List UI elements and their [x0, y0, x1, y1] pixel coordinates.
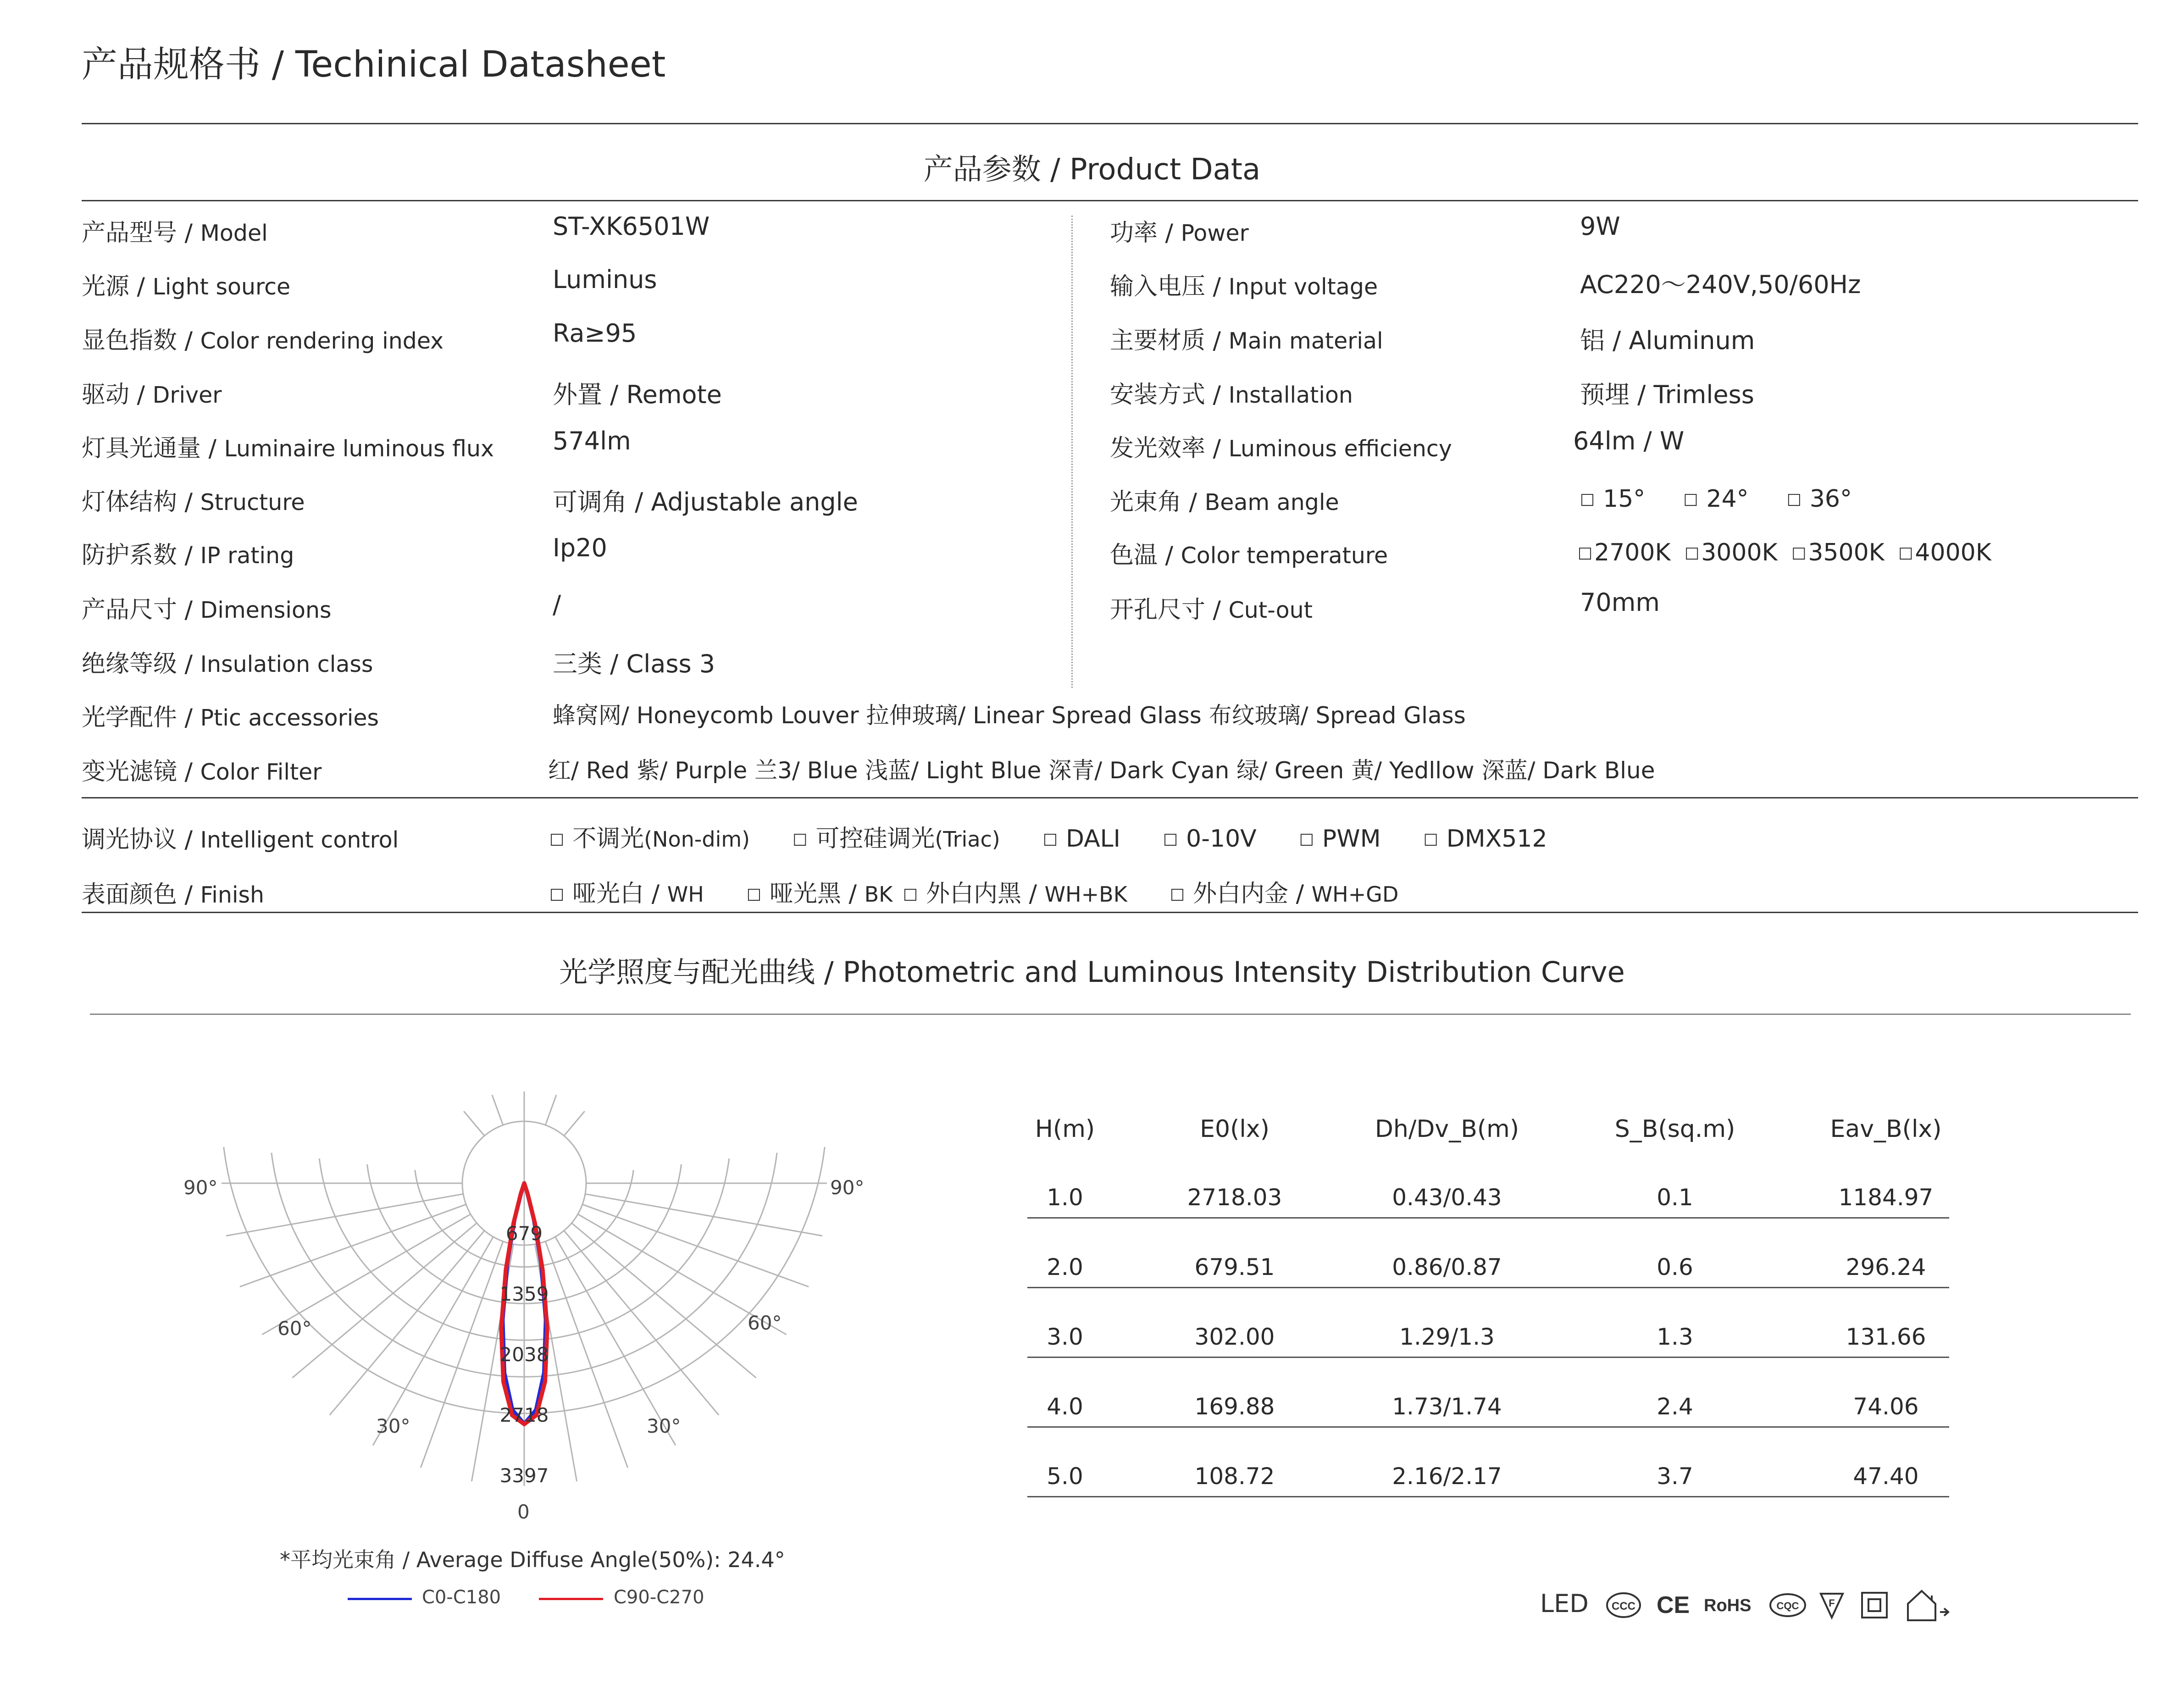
spec-value-left: 三类 / Class 3 [553, 649, 715, 678]
control-opt-pwm[interactable]: □ PWM [1299, 825, 1381, 853]
table-cell: 1.3 [1657, 1324, 1693, 1350]
scale-label-3397: 3397 [499, 1464, 549, 1487]
spec-label-cn: 光束角 / [1110, 488, 1205, 516]
control-label [82, 820, 399, 854]
table-cell: 296.24 [1846, 1254, 1926, 1280]
spec-label-left [82, 429, 494, 463]
angle-label-left-60: 60° [277, 1317, 312, 1340]
spec-label-right [1110, 429, 1452, 463]
spec-label-en: Structure [200, 489, 305, 515]
angle-label-right-90: 90° [830, 1176, 865, 1199]
table-cell: 0.86/0.87 [1392, 1254, 1502, 1280]
spec-value-right: 64lm / W [1573, 427, 1685, 455]
table-row-line [1027, 1426, 1949, 1428]
table-cell: 2.4 [1657, 1393, 1693, 1420]
spec-label-left [82, 644, 373, 679]
table-cell: 0.43/0.43 [1392, 1184, 1502, 1211]
table-cell: 2.16/2.17 [1392, 1463, 1502, 1490]
table-header-s: S_B(sq.m) [1614, 1115, 1735, 1143]
spec-label-right [1110, 375, 1353, 410]
spec-label-en: Model [200, 220, 268, 246]
spec-label-right [1110, 321, 1383, 355]
scale-label-2038: 2038 [499, 1343, 549, 1366]
polar-spoke-top [545, 1095, 556, 1125]
spec-label-en: Light source [152, 274, 291, 300]
cqc-icon [1770, 1594, 1805, 1616]
table-cell: 1.73/1.74 [1392, 1393, 1502, 1420]
spec-label-right [1110, 482, 1339, 517]
spec-label-en: Color Filter [200, 759, 322, 785]
cct-2700[interactable]: 2700K [1594, 539, 1671, 566]
finish-opt-wh[interactable]: □ 哑光白 / WH [549, 880, 704, 908]
spec-value-right: 预埋 / Trimless [1580, 380, 1754, 409]
beam-angle-15[interactable]: 15° [1603, 485, 1646, 513]
spec-label-cn: 光学配件 / [82, 704, 200, 731]
spec-value-right: 9W [1580, 212, 1620, 241]
spec-label-cn: 产品型号 / [82, 219, 200, 247]
angle-label-left-90: 90° [183, 1176, 218, 1199]
table-cell: 3.7 [1657, 1463, 1693, 1490]
spec-value-left: 红/ Red 紫/ Purple 兰3/ Blue 浅蓝/ Light Blue 深青/ Dark Cyan 绿/ Green 黄/ Yedllow 深蓝/ Dark Blue [548, 757, 1655, 784]
control-options [549, 819, 1547, 853]
spec-label-en: Color rendering index [200, 328, 444, 354]
divider [82, 123, 2138, 124]
product-data-title: 产品参数 / Product Data [923, 153, 1261, 187]
svg-text:F: F [1829, 1597, 1835, 1609]
spec-label-en: Driver [152, 382, 222, 408]
polar-spoke-top [492, 1095, 503, 1125]
spec-label-left [82, 321, 443, 355]
certification-icons [1605, 1585, 1954, 1626]
polar-spoke [585, 1194, 822, 1236]
spec-label-left [82, 536, 294, 570]
cct-4000[interactable]: 4000K [1915, 539, 1991, 566]
spec-value-left: Luminus [553, 265, 657, 294]
finish-opt-wh-bk[interactable]: □ 外白内黑 / WH+BK [903, 880, 1127, 908]
spec-label-en: Input voltage [1228, 274, 1378, 300]
spec-value-right: 铝 / Aluminum [1580, 326, 1755, 355]
spec-value-left: 可调角 / Adjustable angle [553, 488, 858, 516]
spec-label-right [1110, 536, 1388, 570]
control-opt-triac[interactable]: □ 可控硅调光(Triac) [793, 825, 1000, 853]
control-label-cn: 调光协议 / [82, 826, 200, 853]
scale-label-2718: 2718 [499, 1404, 549, 1426]
cct-3000[interactable]: 3000K [1701, 539, 1778, 566]
table-row-line [1027, 1496, 1949, 1497]
table-row-line [1027, 1287, 1949, 1288]
f-mark-icon [1821, 1594, 1843, 1618]
spec-label-cn: 输入电压 / [1110, 273, 1229, 300]
led-mark: LED [1540, 1589, 1589, 1618]
spec-label-cn: 驱动 / [82, 381, 153, 409]
table-cell: 131.66 [1846, 1324, 1926, 1350]
spec-value-left: 蜂窝网/ Honeycomb Louver 拉伸玻璃/ Linear Spread Glass 布纹玻璃/ Spread Glass [553, 702, 1466, 729]
legend-line-c90 [539, 1598, 603, 1600]
spec-label-cn: 灯具光通量 / [82, 435, 224, 462]
table-cell: 1184.97 [1838, 1184, 1934, 1211]
table-cell: 47.40 [1853, 1463, 1919, 1490]
spec-label-en: Beam angle [1204, 489, 1339, 515]
class-ii-icon [1862, 1593, 1887, 1618]
spec-label-cn: 功率 / [1110, 219, 1181, 247]
scale-label-679: 679 [505, 1222, 543, 1245]
divider [82, 797, 2138, 798]
spec-label-en: Cut-out [1228, 597, 1313, 623]
spec-label-left [82, 590, 332, 625]
legend-label-c90: C90-C270 [614, 1587, 704, 1608]
spec-label-en: Insulation class [200, 651, 373, 677]
beam-angle-24[interactable]: 24° [1706, 485, 1749, 513]
table-header-h: H(m) [1035, 1115, 1095, 1143]
spec-label-cn: 产品尺寸 / [82, 596, 200, 624]
angle-label-0: 0 [517, 1501, 530, 1523]
control-opt-dali[interactable]: □ DALI [1042, 825, 1120, 853]
divider [82, 200, 2138, 201]
document-title: 产品规格书 / Techinical Datasheet [82, 44, 666, 85]
svg-text:CQC: CQC [1776, 1600, 1799, 1612]
legend-line-c0 [348, 1598, 412, 1600]
spec-label-cn: 变光滤镜 / [82, 758, 200, 786]
spec-value-right: AC220～240V,50/60Hz [1580, 270, 1861, 299]
spec-label-left [82, 752, 322, 787]
spec-label-cn: 绝缘等级 / [82, 650, 200, 678]
spec-label-en: Installation [1228, 382, 1353, 408]
table-header-e0: E0(lx) [1200, 1115, 1269, 1143]
finish-opt-bk[interactable]: □ 哑光黑 / BK [746, 880, 893, 908]
spec-label-en: Color temperature [1181, 543, 1388, 569]
spec-label-cn: 显色指数 / [82, 327, 200, 355]
spec-label-left [82, 375, 222, 410]
spec-label-left [82, 267, 290, 301]
finish-opt-wh-gd[interactable]: □ 外白内金 / WH+GD [1170, 880, 1399, 908]
color-temp-options: □2700K □3000K □3500K □4000K [1578, 539, 1991, 566]
finish-label-en: Finish [200, 882, 265, 908]
table-header-eav: Eav_B(lx) [1830, 1115, 1942, 1143]
beam-angle-note: *平均光束角 / Average Diffuse Angle(50%): 24.4° [280, 1547, 785, 1572]
spec-value-left: / [553, 590, 561, 619]
spec-label-en: Luminaire luminous flux [224, 436, 494, 462]
svg-text:RoHS: RoHS [1704, 1596, 1752, 1615]
divider [90, 1014, 2131, 1015]
spec-label-cn: 主要材质 / [1110, 327, 1229, 355]
column-divider [1071, 216, 1073, 688]
table-cell: 74.06 [1853, 1393, 1919, 1420]
ccc-icon [1607, 1593, 1640, 1617]
beam-angle-36[interactable]: 36° [1809, 485, 1852, 513]
table-cell: 1.29/1.3 [1399, 1324, 1495, 1350]
spec-label-left [82, 698, 379, 732]
spec-label-left [82, 482, 305, 517]
table-cell: 3.0 [1047, 1324, 1083, 1350]
table-cell: 2718.03 [1187, 1184, 1282, 1211]
table-cell: 108.72 [1194, 1463, 1275, 1490]
spec-label-cn: 灯体结构 / [82, 488, 200, 516]
control-opt-dmx512[interactable]: □ DMX512 [1423, 825, 1547, 853]
spec-label-cn: 防护系数 / [82, 542, 200, 569]
control-opt-nondim[interactable]: □ 不调光(Non-dim) [549, 825, 750, 853]
table-cell: 4.0 [1047, 1393, 1083, 1420]
table-row-line [1027, 1357, 1949, 1358]
polar-spoke-top [464, 1111, 484, 1136]
table-cell: 302.00 [1194, 1324, 1275, 1350]
legend-label-c0: C0-C180 [422, 1587, 501, 1608]
spec-label-cn: 开孔尺寸 / [1110, 596, 1229, 624]
angle-label-left-30: 30° [376, 1415, 410, 1437]
spec-label-right [1110, 267, 1378, 301]
svg-text:CE: CE [1657, 1592, 1690, 1618]
finish-label [82, 875, 264, 909]
beam-angle-options: □ 15° □ 24° □ 36° [1580, 485, 1852, 513]
finish-options [549, 874, 1398, 909]
spec-label-cn: 色温 / [1110, 542, 1181, 569]
scale-label-1359: 1359 [499, 1283, 549, 1305]
angle-label-right-60: 60° [748, 1312, 782, 1334]
polar-spoke-top [564, 1111, 585, 1136]
spec-label-right [1110, 213, 1249, 248]
spec-label-left [82, 213, 268, 248]
spec-label-en: Main material [1228, 328, 1383, 354]
spec-label-en: Luminous efficiency [1228, 436, 1452, 462]
spec-value-left: 外置 / Remote [553, 380, 722, 409]
spec-value-left: Ra≥95 [553, 319, 637, 348]
divider [82, 912, 2138, 913]
spec-label-right [1110, 590, 1313, 625]
control-label-en: Intelligent control [200, 827, 399, 853]
finish-label-cn: 表面颜色 / [82, 881, 200, 909]
spec-label-en: Ptic accessories [200, 705, 379, 731]
table-header-dh-dv: Dh/Dv_B(m) [1375, 1115, 1519, 1143]
table-cell: 0.1 [1657, 1184, 1693, 1211]
rohs-icon [1704, 1596, 1751, 1615]
table-row-line [1027, 1217, 1949, 1219]
table-cell: 0.6 [1657, 1254, 1693, 1280]
spec-value-right: 70mm [1580, 588, 1660, 617]
table-cell: 1.0 [1047, 1184, 1083, 1211]
spec-label-en: Dimensions [200, 597, 332, 623]
polar-spoke [226, 1194, 463, 1236]
table-cell: 2.0 [1047, 1254, 1083, 1280]
control-opt-0-10v[interactable]: □ 0-10V [1163, 825, 1257, 853]
spec-label-en: IP rating [200, 543, 294, 569]
table-cell: 679.51 [1194, 1254, 1275, 1280]
spec-label-cn: 发光效率 / [1110, 435, 1229, 462]
svg-text:CCC: CCC [1612, 1600, 1635, 1612]
ce-icon [1657, 1592, 1690, 1618]
cct-3500[interactable]: 3500K [1808, 539, 1885, 566]
spec-label-cn: 光源 / [82, 273, 153, 300]
spec-value-left: 574lm [553, 427, 631, 455]
table-cell: 169.88 [1194, 1393, 1275, 1420]
angle-label-right-30: 30° [647, 1415, 681, 1437]
house-icon [1908, 1591, 1948, 1620]
spec-label-en: Power [1181, 220, 1249, 246]
spec-label-cn: 安装方式 / [1110, 381, 1229, 409]
spec-value-left: Ip20 [553, 533, 607, 562]
photometric-title: 光学照度与配光曲线 / Photometric and Luminous Intensity Distribution Curve [559, 955, 1625, 989]
table-cell: 5.0 [1047, 1463, 1083, 1490]
spec-value-left: ST-XK6501W [553, 212, 710, 241]
